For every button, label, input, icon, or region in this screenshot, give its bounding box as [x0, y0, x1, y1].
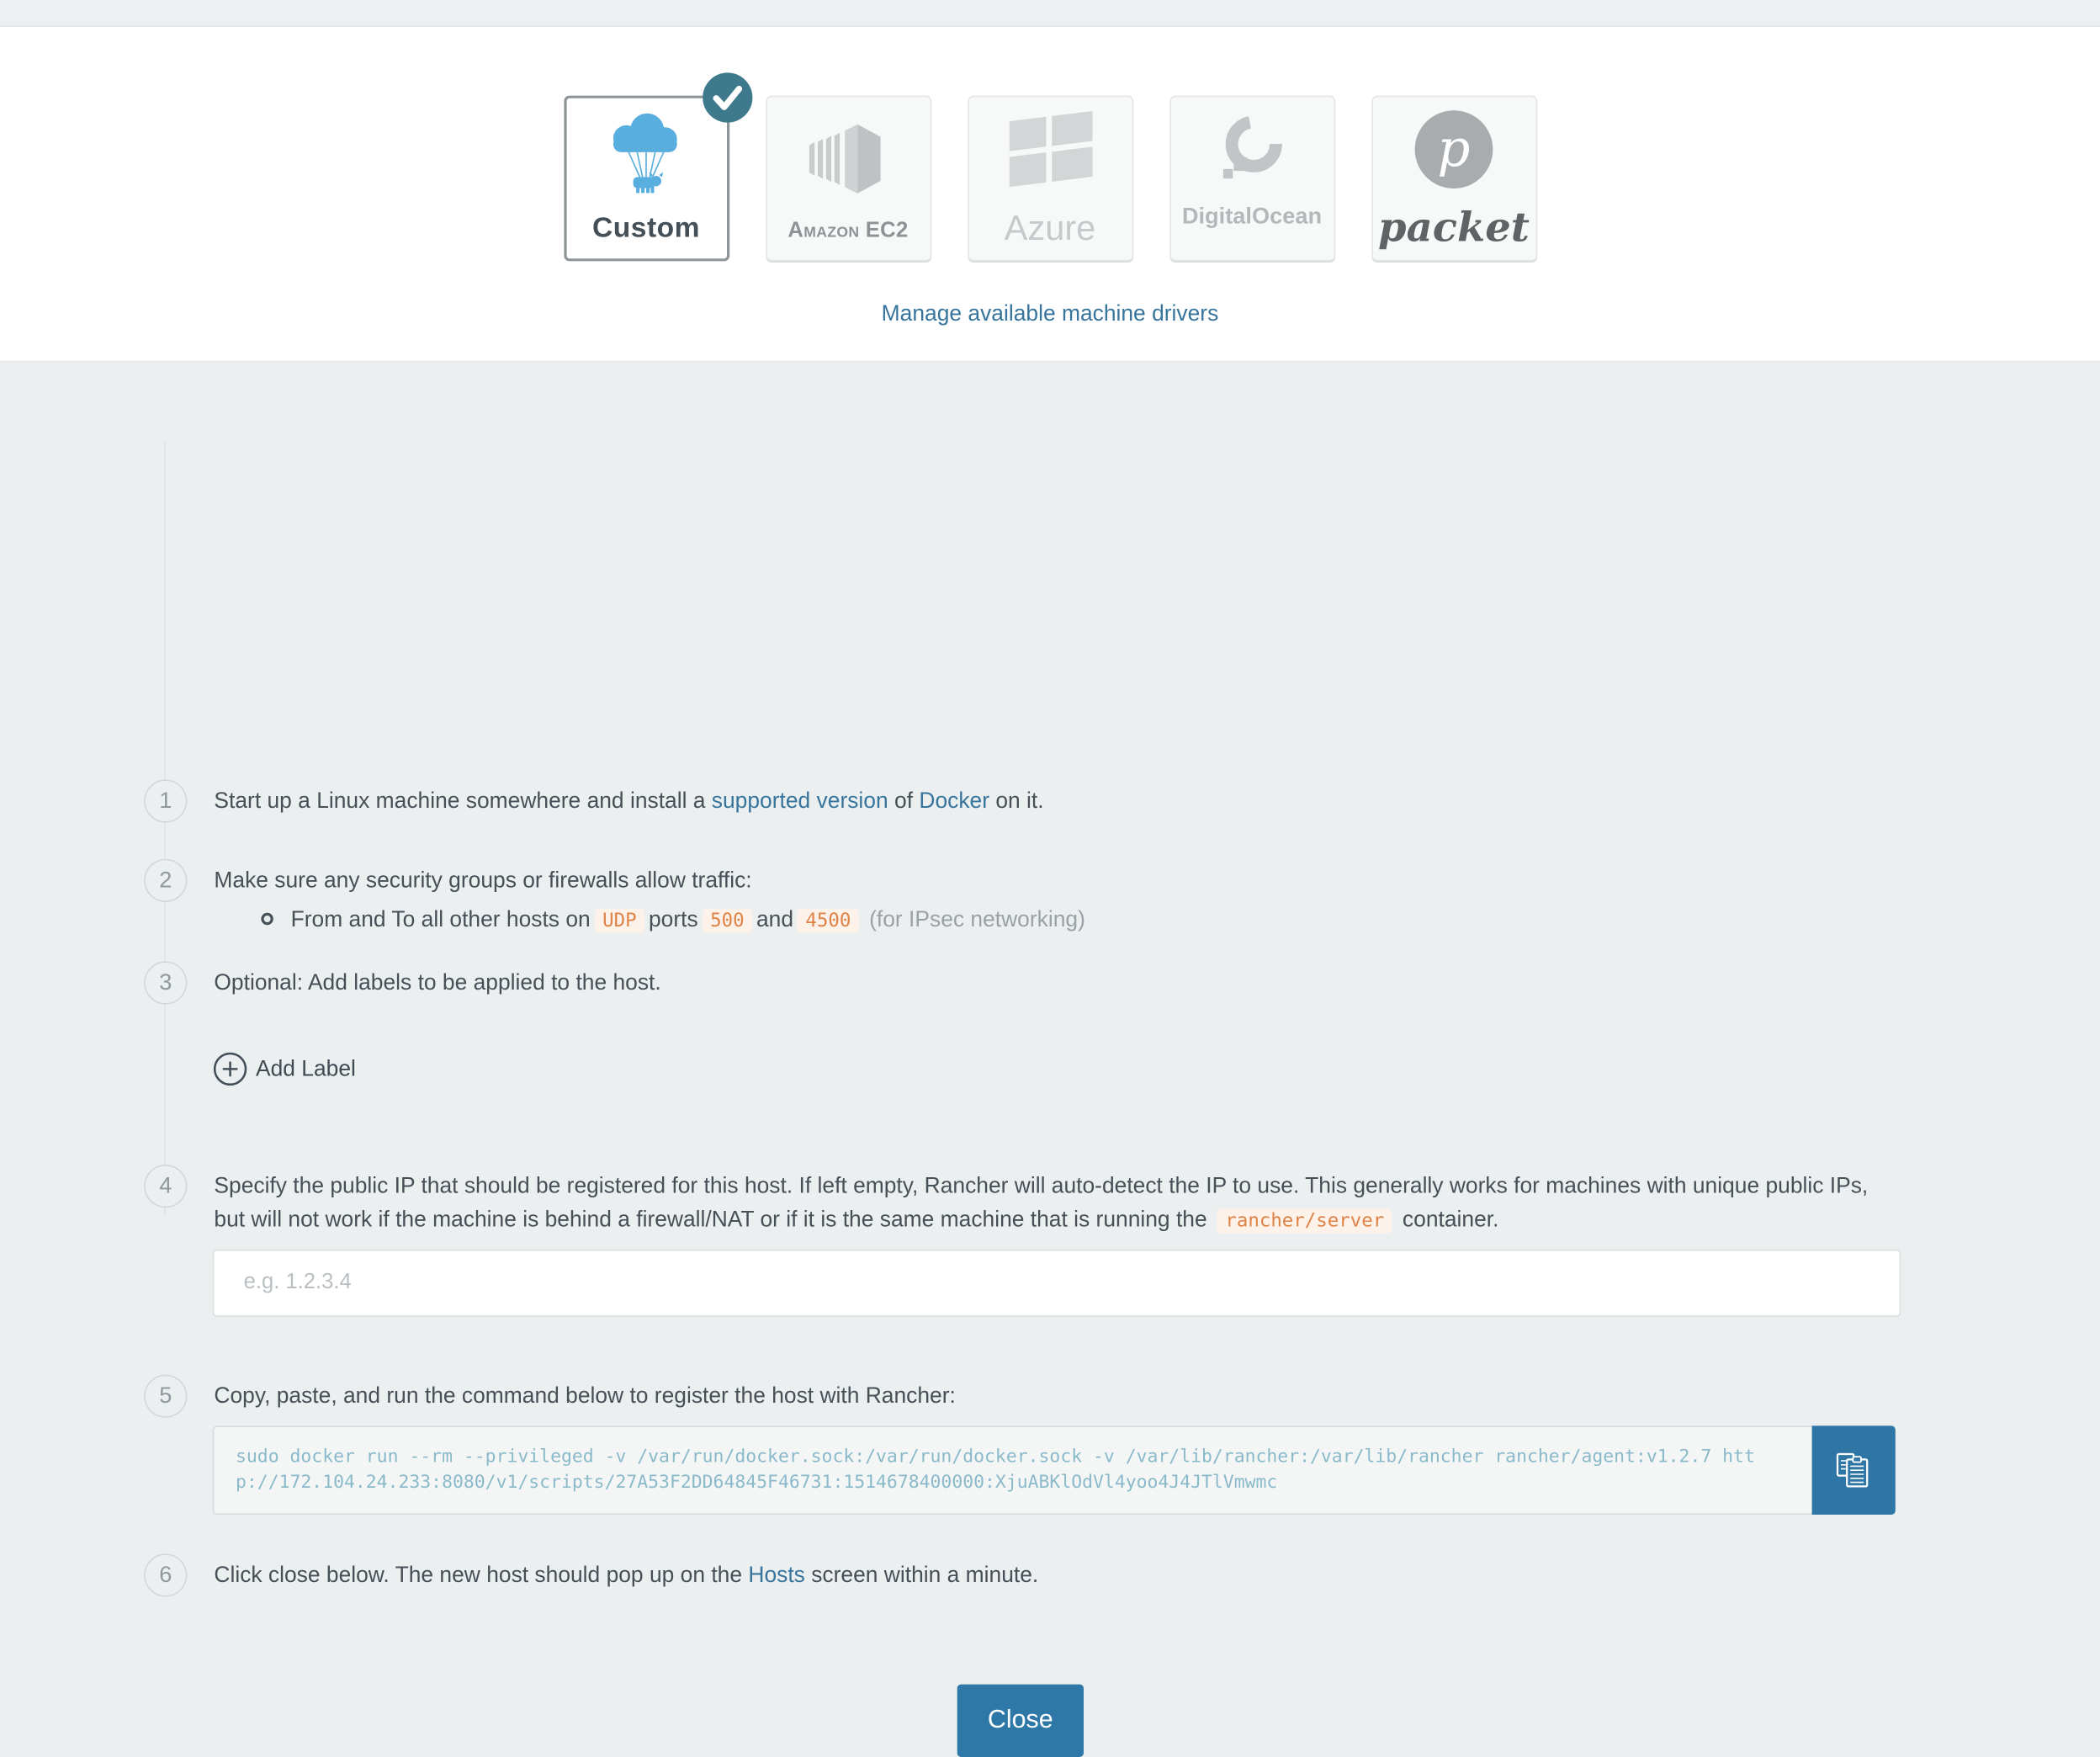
driver-label-amazon-ec2: Amazon EC2: [788, 219, 909, 242]
step-row-6: [144, 1559, 1905, 1597]
selected-check-badge: [702, 72, 751, 122]
timeline-line: [164, 442, 166, 1216]
driver-label-digitalocean: DigitalOcean: [1181, 203, 1323, 229]
check-icon: [702, 72, 751, 122]
step-number-6: 6: [144, 1553, 187, 1596]
driver-tile-custom[interactable]: [564, 96, 729, 262]
top-strip: [0, 0, 2100, 27]
driver-tile-digitalocean[interactable]: [1169, 96, 1335, 262]
steps-panel: [0, 362, 2100, 1734]
udp-chip: UDP: [595, 909, 645, 933]
register-command-box: [213, 1425, 1896, 1515]
step-2-bullet: [214, 904, 1085, 939]
step-number-2: 2: [144, 859, 187, 902]
step-2-text-part: and: [756, 907, 794, 932]
driver-label-packet: packet: [1378, 204, 1530, 252]
step-1-text-part: of: [888, 788, 920, 814]
step-number-4: 4: [144, 1165, 187, 1208]
svg-text:p: p: [1437, 119, 1471, 178]
step-number-5: 5: [144, 1375, 187, 1418]
packet-icon: [1372, 97, 1535, 204]
copy-command-button[interactable]: [1812, 1425, 1896, 1515]
rancher-server-chip: rancher/server: [1217, 1209, 1392, 1234]
step-5-text: Copy, paste, and run the command below to register the host with Rancher:: [214, 1383, 956, 1409]
step-1-text: [214, 785, 1043, 819]
close-label: Close: [987, 1706, 1053, 1734]
step-4-text-part: container.: [1396, 1208, 1499, 1232]
bullet-marker: [261, 913, 273, 925]
step-1-text-part: on it.: [989, 788, 1044, 814]
step-row-2: [144, 864, 1905, 938]
plus-icon: [213, 1052, 248, 1087]
driver-label-azure: Azure: [1004, 207, 1096, 248]
step-row-1: [144, 785, 1905, 823]
driver-tile-azure[interactable]: [968, 96, 1133, 262]
step-row-4: [144, 1170, 1905, 1239]
step-6-text-part: Click close below. The new host should pop up on the: [214, 1563, 749, 1588]
register-command-text[interactable]: sudo docker run --rm --privileged -v /var/run/docker.sock:/var/run/docker.sock -v /var/lib/rancher:/var/lib/rancher rancher/agent:v1.2.7 http://172.104.24.233:8080/v1/scripts/27A53F2DD64845F46731:1514678400000:XjuABKlOdVl4yoo4J4JTlVmwmc: [236, 1447, 1755, 1494]
close-button[interactable]: [957, 1685, 1084, 1757]
step-3-text: Optional: Add labels to be applied to the host.: [214, 970, 661, 995]
step-2-text-part: From and To all other hosts on: [290, 907, 591, 932]
amazon-ec2-icon: [766, 97, 930, 220]
port-4500-chip: 4500: [798, 909, 859, 933]
docker-link[interactable]: Docker: [919, 788, 989, 814]
step-6-text-part: screen within a minute.: [804, 1563, 1039, 1588]
step-2-bullet-text: [291, 904, 1085, 939]
hosts-link[interactable]: Hosts: [748, 1563, 805, 1588]
driver-label-custom: Custom: [592, 212, 700, 244]
digitalocean-icon: [1170, 97, 1334, 203]
azure-icon: [968, 97, 1132, 207]
step-number-3: 3: [144, 961, 187, 1004]
port-500-chip: 500: [703, 909, 753, 933]
step-4-text: [214, 1170, 1895, 1239]
driver-tile-packet[interactable]: [1371, 96, 1537, 262]
supported-version-link[interactable]: supported version: [711, 788, 888, 814]
driver-tile-amazon-ec2[interactable]: [766, 96, 931, 262]
ip-address-input[interactable]: [213, 1250, 1901, 1317]
add-label-button[interactable]: [213, 1052, 356, 1087]
step-6-text: [214, 1559, 1038, 1593]
manage-drivers-link[interactable]: Manage available machine drivers: [881, 301, 1219, 326]
step-row-3: [144, 967, 1905, 1005]
step-2-heading: Make sure any security groups or firewalls allow traffic:: [214, 868, 752, 893]
add-label-label: Add Label: [256, 1056, 356, 1080]
step-number-1: 1: [144, 779, 187, 822]
step-1-text-part: Start up a Linux machine somewhere and install a: [214, 788, 712, 814]
step-2-text-part: ports: [649, 907, 698, 932]
step-row-5: [144, 1380, 1905, 1418]
step-4-text-part: Specify the public IP that should be registered for this host. If left empty, Rancher will auto-detect the IP to use. This generally works for machines with unique public IPs, but will not work if the machine is behind a firewall/NAT or if it is the same machine that is running the: [214, 1174, 1869, 1232]
step-2-text: [214, 864, 1085, 938]
driver-picker: [0, 27, 2100, 261]
clipboard-icon: [1833, 1449, 1874, 1492]
ipsec-note: (for IPsec networking): [869, 907, 1085, 932]
driver-picker-band: [0, 27, 2100, 362]
